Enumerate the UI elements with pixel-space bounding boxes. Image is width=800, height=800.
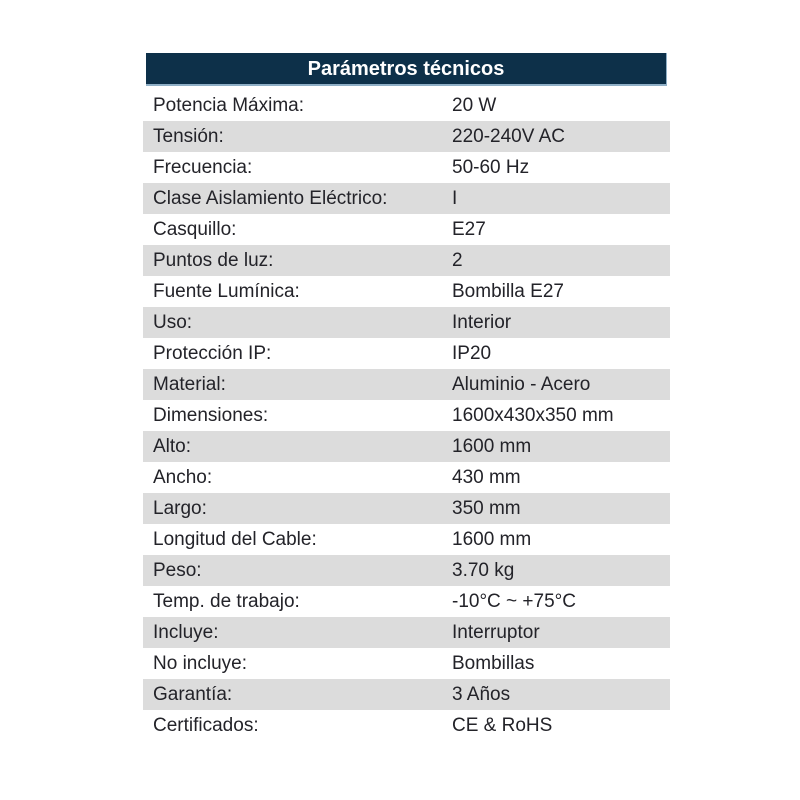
table-row <box>143 462 670 493</box>
spec-label: Alto: <box>153 435 192 457</box>
table-row <box>143 214 670 245</box>
spec-value: CE & RoHS <box>452 714 553 736</box>
spec-value: 3 Años <box>452 683 511 705</box>
table-row <box>143 679 670 710</box>
table-row <box>143 431 670 462</box>
table-row <box>143 90 670 121</box>
spec-label: Protección IP: <box>153 342 272 364</box>
table-row <box>143 121 670 152</box>
spec-value: -10°C ~ +75°C <box>452 590 576 612</box>
spec-label: Material: <box>153 373 226 395</box>
spec-value: 1600 mm <box>452 435 532 457</box>
table-row <box>143 369 670 400</box>
table-row <box>143 183 670 214</box>
spec-label: Fuente Lumínica: <box>153 280 300 302</box>
table-row <box>143 524 670 555</box>
spec-label: Casquillo: <box>153 218 237 240</box>
spec-label: Garantía: <box>153 683 233 705</box>
spec-label: Frecuencia: <box>153 156 253 178</box>
technical-parameters-table <box>143 53 670 741</box>
table-row <box>143 245 670 276</box>
spec-label: No incluye: <box>153 652 247 674</box>
table-row <box>143 555 670 586</box>
spec-label: Ancho: <box>153 466 213 488</box>
table-title: Parámetros técnicos <box>146 53 667 86</box>
spec-value: Interior <box>452 311 512 333</box>
spec-value: Bombillas <box>452 652 535 674</box>
spec-value: E27 <box>452 218 486 240</box>
table-row <box>143 586 670 617</box>
spec-label: Certificados: <box>153 714 259 736</box>
table-row <box>143 710 670 741</box>
spec-value: Aluminio - Acero <box>452 373 591 395</box>
spec-label: Tensión: <box>153 125 224 147</box>
spec-value: 3.70 kg <box>452 559 515 581</box>
spec-value: 50-60 Hz <box>452 156 530 178</box>
table-row <box>143 400 670 431</box>
spec-label: Longitud del Cable: <box>153 528 317 550</box>
spec-label: Dimensiones: <box>153 404 269 426</box>
spec-label: Temp. de trabajo: <box>153 590 300 612</box>
table-row <box>143 617 670 648</box>
table-row <box>143 338 670 369</box>
spec-label: Peso: <box>153 559 202 581</box>
spec-value: 350 mm <box>452 497 521 519</box>
spec-value: 1600 mm <box>452 528 532 550</box>
spec-label: Clase Aislamiento Eléctrico: <box>153 187 388 209</box>
spec-label: Uso: <box>153 311 193 333</box>
table-row <box>143 307 670 338</box>
table-row <box>143 493 670 524</box>
spec-label: Largo: <box>153 497 207 519</box>
spec-value: I <box>452 187 458 209</box>
spec-value: Interruptor <box>452 621 540 643</box>
spec-value: Bombilla E27 <box>452 280 564 302</box>
spec-value: 220-240V AC <box>452 125 566 147</box>
table-row <box>143 276 670 307</box>
spec-value: 430 mm <box>452 466 521 488</box>
spec-value: 1600x430x350 mm <box>452 404 614 426</box>
table-row <box>143 648 670 679</box>
spec-value: 20 W <box>452 94 497 116</box>
table-body <box>143 90 670 741</box>
spec-label: Potencia Máxima: <box>153 94 305 116</box>
spec-value: IP20 <box>452 342 492 364</box>
spec-label: Incluye: <box>153 621 219 643</box>
table-row <box>143 152 670 183</box>
spec-value: 2 <box>452 249 463 271</box>
spec-label: Puntos de luz: <box>153 249 274 271</box>
